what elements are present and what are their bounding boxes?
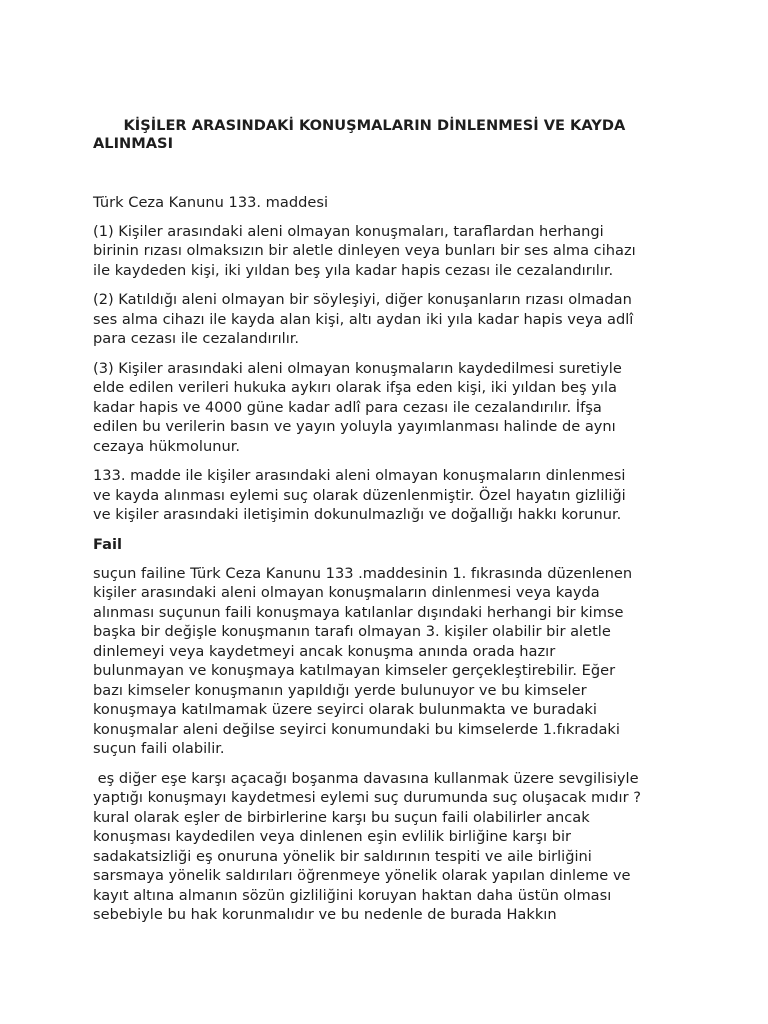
paragraph-line: edilen bu verilerin basın ve yayın yoluyla yayımlanması halinde de aynı — [93, 418, 616, 435]
paragraph-line: kadar hapis ve 4000 güne kadar adlî para cezası ile cezalandırılır. İfşa — [93, 399, 602, 416]
paragraph-line: ses alma cihazı ile kayda alan kişi, altı aydan iki yıla kadar hapis veya adlî — [93, 311, 634, 328]
document-title-line-1: KİŞİLER ARASINDAKİ KONUŞMALARIN DİNLENMESİ VE KAYDA — [93, 117, 626, 134]
paragraph-line: bazı kimseler konuşmanın yapıldığı yerde bulunuyor ve bu kimseler — [93, 682, 587, 699]
paragraph-line: eş diğer eşe karşı açacağı boşanma davasına kullanmak üzere sevgilisiyle — [93, 770, 639, 787]
paragraph-line: ile kaydeden kişi, iki yıldan beş yıla kadar hapis cezası ile cezalandırılır. — [93, 262, 614, 279]
paragraph-line: cezaya hükmolunur. — [93, 438, 241, 455]
paragraph-line: kayıt altına almanın sözün gizliliğini koruyan haktan daha üstün olması — [93, 887, 612, 904]
law-reference: Türk Ceza Kanunu 133. maddesi — [93, 194, 329, 211]
paragraph-line: (1) Kişiler arasındaki aleni olmayan konuşmaları, taraflardan herhangi — [93, 223, 604, 240]
paragraph-line: sebebiyle bu hak korunmalıdır ve bu nedenle de burada Hakkın — [93, 906, 557, 923]
paragraph-line: ve kayda alınması eylemi suç olarak düzenlenmiştir. Özel hayatın gizliliği — [93, 487, 626, 504]
paragraph-line: birinin rızası olmaksızın bir aletle dinleyen veya bunları bir ses alma cihazı — [93, 242, 636, 259]
paragraph-line: konuşmaya katılmamak üzere seyirci olarak bulunmakta ve buradaki — [93, 701, 597, 718]
paragraph-line: alınması suçunun faili konuşmaya katılanlar dışındaki herhangi bir kimse — [93, 604, 624, 621]
paragraph-line: kişiler arasındaki aleni olmayan konuşmaların dinlenmesi veya kayda — [93, 584, 600, 601]
paragraph-line: ve kişiler arasındaki iletişimin dokunulmazlığı ve doğallığı hakkı korunur. — [93, 506, 622, 523]
paragraph-line: başka bir değişle konuşmanın tarafı olmayan 3. kişiler olabilir bir aletle — [93, 623, 611, 640]
paragraph-line: elde edilen verileri hukuka aykırı olarak ifşa eden kişi, iki yıldan beş yıla — [93, 379, 617, 396]
document-title-line-2: ALINMASI — [93, 135, 173, 152]
paragraph-line: suçun failine Türk Ceza Kanunu 133 .maddesinin 1. fıkrasında düzenlenen — [93, 565, 633, 582]
paragraph-line: konuşmalar aleni değilse seyirci konumundaki bu kimselerde 1.fıkradaki — [93, 721, 620, 738]
paragraph-line: suçun faili olabilir. — [93, 740, 225, 757]
paragraph-line: bulunmayan ve konuşmaya katılmayan kimseler gerçekleştirebilir. Eğer — [93, 662, 616, 679]
paragraph-line: sarsmaya yönelik saldırıları öğrenmeye yönelik olarak yapılan dinleme ve — [93, 867, 631, 884]
paragraph-line: kural olarak eşler de birbirlerine karşı bu suçun faili olabilirler ancak — [93, 809, 590, 826]
paragraph-line: yaptığı konuşmayı kaydetmesi eylemi suç durumunda suç oluşacak mıdır ? — [93, 789, 641, 806]
section-heading-fail: Fail — [93, 536, 122, 553]
paragraph-line: sadakatsizliği eş onuruna yönelik bir saldırının tespiti ve aile birliğini — [93, 848, 592, 865]
paragraph-line: para cezası ile cezalandırılır. — [93, 330, 300, 347]
paragraph-line: konuşması kaydedilen veya dinlenen eşin evlilik birliğine karşı bir — [93, 828, 572, 845]
paragraph-line: 133. madde ile kişiler arasındaki aleni olmayan konuşmaların dinlenmesi — [93, 467, 626, 484]
paragraph-line: dinlemeyi veya kaydetmeyi ancak konuşma anında orada hazır — [93, 643, 556, 660]
paragraph-line: (3) Kişiler arasındaki aleni olmayan konuşmaların kaydedilmesi suretiyle — [93, 360, 622, 377]
paragraph-line: (2) Katıldığı aleni olmayan bir söyleşiyi, diğer konuşanların rızası olmadan — [93, 291, 632, 308]
